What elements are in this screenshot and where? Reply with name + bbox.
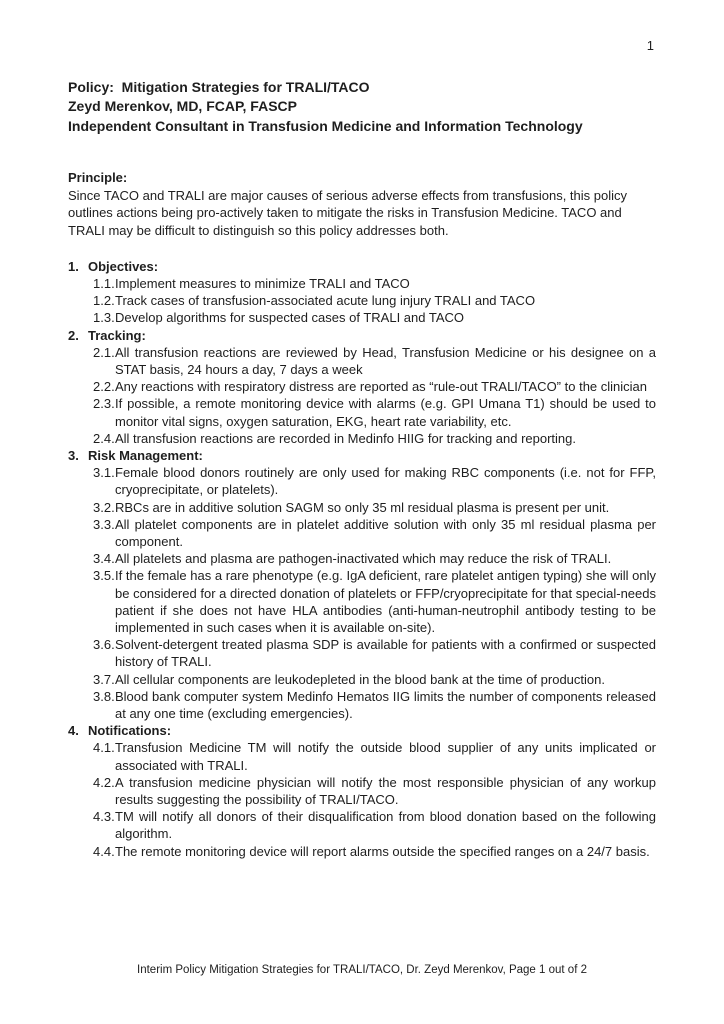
item-text: Transfusion Medicine TM will notify the outside blood supplier of any units implicated or associated with TRALI. xyxy=(115,740,656,773)
policy-item xyxy=(93,516,656,550)
section-heading xyxy=(68,447,656,464)
item-text: Female blood donors routinely are only used for making RBC components (i.e. not for FFP, cryoprecipitate, or platelets). xyxy=(115,465,656,498)
item-number: 1.2. xyxy=(93,293,115,309)
policy-item xyxy=(93,499,656,516)
item-text: All platelets and plasma are pathogen-inactivated which may reduce the risk of TRALI. xyxy=(115,551,612,567)
policy-item xyxy=(93,567,656,636)
policy-item xyxy=(93,550,656,567)
item-text: RBCs are in additive solution SAGM so only 35 ml residual plasma is present per unit. xyxy=(115,499,610,515)
item-text: Track cases of transfusion-associated acute lung injury TRALI and TACO xyxy=(115,293,536,309)
section-number: 2. xyxy=(68,327,79,343)
principle-heading: Principle: xyxy=(68,169,128,185)
item-number: 3.1. xyxy=(93,465,115,481)
policy-section xyxy=(68,722,656,860)
author-role: Independent Consultant in Transfusion Medicine and Information Technology xyxy=(68,117,583,134)
policy-item xyxy=(93,395,656,429)
policy-sections xyxy=(68,258,656,860)
item-text: Any reactions with respiratory distress are reported as “rule-out TRALI/TACO” to the clinician xyxy=(115,379,648,395)
item-text: TM will notify all donors of their disqualification from blood donation based on the following algorithm. xyxy=(115,809,656,842)
item-number: 3.8. xyxy=(93,688,115,704)
item-text: The remote monitoring device will report alarms outside the specified ranges on a 24/7 basis. xyxy=(115,843,650,859)
section-heading xyxy=(68,327,656,344)
author-name: Zeyd Merenkov, MD, FCAP, FASCP xyxy=(68,98,297,115)
section-title: Risk Management: xyxy=(88,447,203,463)
item-number: 2.4. xyxy=(93,430,115,446)
policy-section xyxy=(68,327,656,447)
policy-item xyxy=(93,430,656,447)
section-title: Objectives: xyxy=(88,258,159,274)
policy-item xyxy=(93,344,656,378)
item-text: If possible, a remote monitoring device with alarms (e.g. GPI Umana T1) should be used to monitor vital signs, oxygen saturation, EKG, heart rate variability, etc. xyxy=(115,396,656,429)
item-text: Blood bank computer system Medinfo Hematos IIG limits the number of components released at any one time (excluding emergencies). xyxy=(115,688,656,721)
item-number: 1.1. xyxy=(93,275,115,291)
policy-section xyxy=(68,258,656,327)
policy-item xyxy=(93,843,656,860)
policy-item xyxy=(93,275,656,292)
section-heading xyxy=(68,722,656,739)
page-footer: Interim Policy Mitigation Strategies for TRALI/TACO, Dr. Zeyd Merenkov, Page 1 out of 2 xyxy=(137,964,587,976)
item-number: 2.1. xyxy=(93,344,115,360)
policy-item xyxy=(93,309,656,326)
policy-item xyxy=(93,808,656,842)
item-text: Develop algorithms for suspected cases of TRALI and TACO xyxy=(115,310,465,326)
principle-block xyxy=(68,169,656,239)
policy-item xyxy=(93,378,656,395)
item-text: All transfusion reactions are reviewed by Head, Transfusion Medicine or his designee on a STAT basis, 24 hours a day, 7 days a week xyxy=(115,344,656,377)
item-number: 3.7. xyxy=(93,671,115,687)
policy-item xyxy=(93,464,656,498)
item-number: 4.1. xyxy=(93,740,115,756)
item-number: 3.5. xyxy=(93,568,115,584)
item-text: Solvent-detergent treated plasma SDP is available for patients with a confirmed or suspected history of TRALI. xyxy=(115,637,656,670)
section-number: 1. xyxy=(68,258,79,274)
document-header xyxy=(68,78,656,136)
item-number: 1.3. xyxy=(93,310,115,326)
item-number: 4.2. xyxy=(93,774,115,790)
policy-item xyxy=(93,688,656,722)
policy-section xyxy=(68,447,656,722)
policy-item xyxy=(93,636,656,670)
item-number: 3.6. xyxy=(93,637,115,653)
item-number: 2.2. xyxy=(93,379,115,395)
section-title: Notifications: xyxy=(88,723,172,739)
policy-item xyxy=(93,292,656,309)
item-number: 3.2. xyxy=(93,499,115,515)
item-text: Implement measures to minimize TRALI and TACO xyxy=(115,275,410,291)
policy-item xyxy=(93,671,656,688)
document-content xyxy=(68,78,656,860)
item-number: 3.3. xyxy=(93,516,115,532)
item-number: 3.4. xyxy=(93,551,115,567)
policy-title: Policy: Mitigation Strategies for TRALI/TACO xyxy=(68,79,370,95)
policy-item xyxy=(93,774,656,808)
item-text: All platelet components are in platelet additive solution with only 35 ml residual plasma per component. xyxy=(115,516,656,549)
item-text: If the female has a rare phenotype (e.g. IgA deficient, rare platelet antigen typing) she will only be considered for a directed donation of platelets or FFP/cryoprecipitate for that special-needs patient if she does not have HLA antibodies (anti-human-neutrophil antibody testing to be implemented in such cases when it is available on-site). xyxy=(115,568,656,635)
item-number: 4.3. xyxy=(93,809,115,825)
item-text: All cellular components are leukodepleted in the blood bank at the time of production. xyxy=(115,671,605,687)
item-number: 4.4. xyxy=(93,843,115,859)
item-number: 2.3. xyxy=(93,396,115,412)
policy-item xyxy=(93,739,656,773)
principle-text: Since TACO and TRALI are major causes of serious adverse effects from transfusions, this policy outlines actions being pro-actively taken to mitigate the risks in Transfusion Medicine. TACO and TRALI may be difficult to distinguish so this policy addresses both. xyxy=(68,188,628,238)
page-number: 1 xyxy=(646,38,654,53)
section-number: 3. xyxy=(68,447,79,463)
section-number: 4. xyxy=(68,723,79,739)
item-text: All transfusion reactions are recorded in Medinfo HIIG for tracking and reporting. xyxy=(115,430,577,446)
section-heading xyxy=(68,258,656,275)
section-title: Tracking: xyxy=(88,327,146,343)
item-text: A transfusion medicine physician will notify the most responsible physician of any workup results suggesting the possibility of TRALI/TACO. xyxy=(115,774,656,807)
